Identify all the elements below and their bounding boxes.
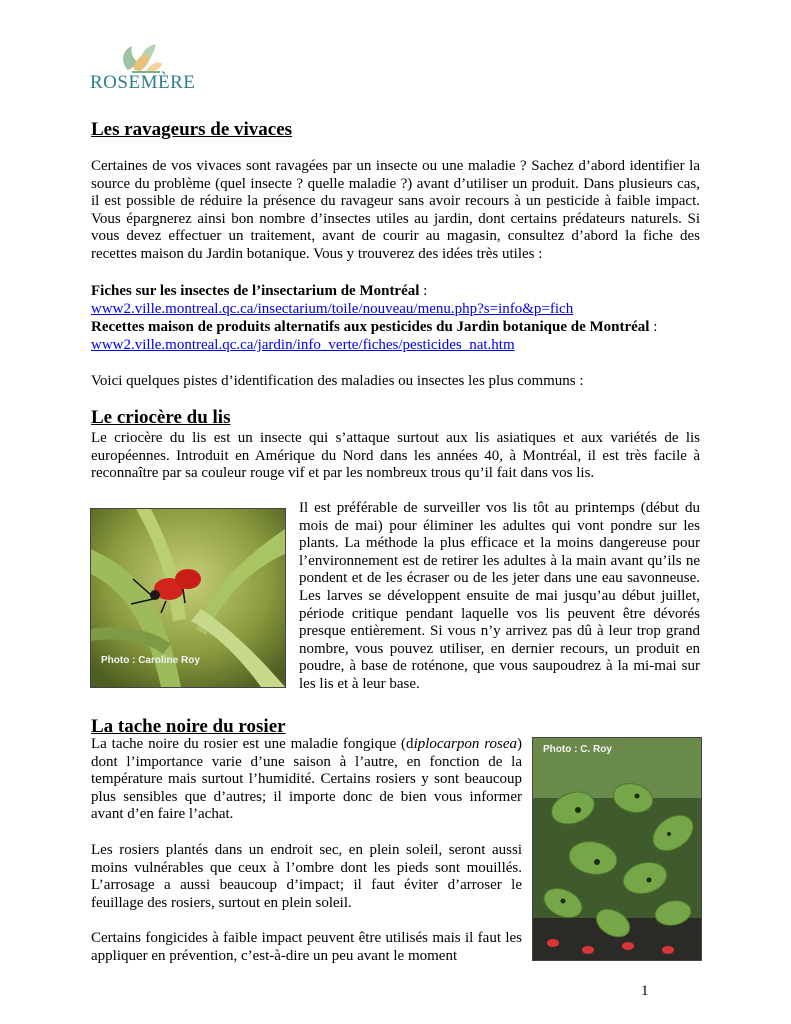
resource-1-link[interactable]: www2.ville.montreal.qc.ca/insectarium/toile/nouveau/menu.php?s=info&p=fich xyxy=(91,301,574,317)
rose-photo-caption: Photo : C. Roy xyxy=(543,744,612,755)
rose-leaves-photo xyxy=(532,737,702,961)
tache-noire-para1-start: La tache noire du rosier est une maladie fongique (d xyxy=(91,736,414,752)
lily-beetle-photo xyxy=(90,508,286,688)
rosemere-flower-logo-icon xyxy=(90,40,190,74)
page-title: Les ravageurs de vivaces xyxy=(91,119,293,140)
section-criocere-heading: Le criocère du lis xyxy=(91,407,231,428)
pistes-line: Voici quelques pistes d’identification des maladies ou insectes les plus communs : xyxy=(91,373,584,389)
resource-1-suffix: : xyxy=(419,283,428,299)
tache-noire-paragraph-2: Les rosiers plantés dans un endroit sec, en plein soleil, seront aussi moins vulnérables que ceux à l’ombre dont les pieds sont mouillés. L’arrosage a aussi beaucoup d’impact; il faut éviter d’arroser le feuillage des rosiers, surtout en plein soleil. xyxy=(91,842,522,911)
criocere-paragraph-1: Le criocère du lis est un insecte qui s’attaque surtout aux lis asiatiques et aux variétés de lis européennes. Introduit en Amérique du Nord dans les années 40, à Montréal, il est très facile à reconnaître par sa couleur rouge vif et par les nombreux trous qu’il fait dans vos lis. xyxy=(91,430,700,482)
logo-text: ROSEMÈRE xyxy=(90,72,196,93)
resource-2-suffix: : xyxy=(649,319,658,335)
tache-noire-paragraph-1 xyxy=(91,736,522,824)
scientific-name: iplocarpon rosea xyxy=(413,736,518,752)
resource-2-line xyxy=(91,319,657,337)
resource-1-label: Fiches sur les insectes de l’insectarium de Montréal xyxy=(91,283,420,299)
resource-1-line xyxy=(91,283,427,301)
intro-paragraph: Certaines de vos vivaces sont ravagées par un insecte ou une maladie ? Sachez d’abord identifier la source du problème (quel insecte ? quelle maladie ?) avant d’utiliser un produit. Dans plusieurs cas, il est possible de réduire la présence du ravageur sans avoir recours à un pesticide à faible impact. Vous épargnerez ainsi bon nombre d’insectes utiles au jardin, dont certains prédateurs naturels. Si vous devez effectuer un traitement, avant de courir au magasin, consultez d’abord la fiche des recettes maison du Jardin botanique. Vous y trouverez des idées très utiles : xyxy=(91,158,700,262)
tache-noire-paragraph-3: Certains fongicides à faible impact peuvent être utilisés mais il faut les appliquer en prévention, c’est-à-dire un peu avant le moment xyxy=(91,930,522,964)
page-number: 1 xyxy=(641,983,649,999)
tache-noire-para1-end: ) dont l’importance varie d’une saison à l’autre, en fonction de la température mais surtout l’humidité. Certains rosiers y sont beaucoup plus sensibles que d’autres; il importe donc de bien vous informer avant d’en faire l’achat. xyxy=(91,736,523,823)
criocere-paragraph-2: Il est préférable de surveiller vos lis tôt au printemps (début du mois de mai) pour éliminer les adultes qui vont pondre sur les plants. La méthode la plus efficace et la moins dangereuse pour l’environnement est de retirer les adultes à la main avant qu’ils ne pondent et de les écraser ou de les jeter dans une eau savonneuse. Les larves se développent ensuite de mai jusqu’au début juillet, période critique pendant laquelle vos lis peuvent être dévorés presque entièrement. Si vous n’y arrivez pas dû à leur trop grand nombre, vous pouvez utiliser, en dernier recours, un produit en poudre, à base de roténone, que vous saupoudrez à la mi-mai sur les lis et à leur base. xyxy=(299,500,700,692)
resource-2-link[interactable]: www2.ville.montreal.qc.ca/jardin/info_verte/fiches/pesticides_nat.htm xyxy=(91,337,515,353)
section-tache-noire-heading: La tache noire du rosier xyxy=(91,716,286,737)
resource-2-label: Recettes maison de produits alternatifs aux pesticides du Jardin botanique de Montréal xyxy=(91,319,650,335)
lily-photo-caption: Photo : Caroline Roy xyxy=(101,655,200,666)
rosemere-logo xyxy=(90,40,196,96)
